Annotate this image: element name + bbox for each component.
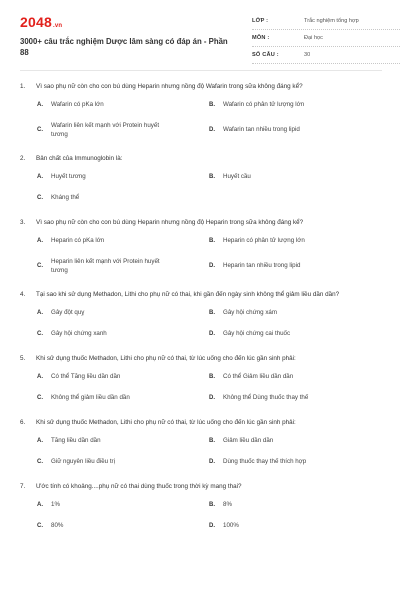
option-letter: A. bbox=[37, 502, 43, 509]
question-text: Bản chất của Immunoglobin là: bbox=[36, 155, 123, 162]
option-a[interactable] bbox=[37, 101, 209, 110]
question-text: Tại sao khi sử dụng Methadon, Lithi cho phụ nữ có thai, khi gần đến ngày sinh không thể giảm liều dần dần? bbox=[36, 291, 340, 298]
option-text: Dùng thuốc thay thế thích hợp bbox=[223, 458, 307, 466]
question-6 bbox=[20, 418, 382, 467]
question-number: 7. bbox=[20, 483, 26, 490]
question-number: 6. bbox=[20, 419, 26, 426]
option-c[interactable] bbox=[37, 330, 209, 339]
option-text: Gây đột quỵ bbox=[51, 309, 85, 317]
question-number: 2. bbox=[20, 155, 26, 162]
question-list bbox=[20, 82, 382, 531]
option-letter: A. bbox=[37, 374, 43, 381]
question-text: Vì sao phụ nữ còn cho con bú dùng Heparin nhưng nồng độ Wafarin trong sữa không đáng kể? bbox=[36, 83, 303, 90]
option-c[interactable] bbox=[37, 394, 209, 403]
option-a[interactable] bbox=[37, 237, 209, 246]
question-text: Khi sử dụng thuốc Methadon, Lithi cho phụ nữ có thai, từ lúc uống cho đến lúc gần sinh phải: bbox=[36, 355, 296, 362]
option-letter: C. bbox=[37, 395, 43, 402]
option-a[interactable] bbox=[37, 501, 209, 510]
option-letter: C. bbox=[37, 127, 43, 134]
option-b[interactable] bbox=[209, 437, 381, 446]
option-d[interactable] bbox=[209, 122, 381, 139]
option-letter: C. bbox=[37, 331, 43, 338]
option-text: Có thể Tăng liều dần dần bbox=[51, 373, 121, 381]
meta-key: SỐ CÂU : bbox=[252, 52, 279, 58]
option-text: Wafarin có pKa lớn bbox=[51, 101, 104, 109]
option-letter: D. bbox=[209, 395, 215, 402]
option-text: Huyết cầu bbox=[223, 173, 251, 181]
document-title: 3000+ câu trắc nghiệm Dược lâm sàng có đáp án - Phần 88 bbox=[20, 37, 228, 57]
meta-row-class bbox=[252, 16, 400, 30]
question-1 bbox=[20, 82, 382, 139]
option-letter: B. bbox=[209, 374, 215, 381]
option-c[interactable] bbox=[37, 258, 209, 275]
meta-row-subject bbox=[252, 33, 400, 47]
option-letter: B. bbox=[209, 174, 215, 181]
question-text: Ước tính có khoảng....phụ nữ có thai dùng thuốc trong thời kỳ mang thai? bbox=[36, 483, 242, 490]
option-text: Heparin có pKa lớn bbox=[51, 237, 105, 245]
option-text: Giữ nguyên liều điều trị bbox=[51, 458, 115, 466]
option-text: Kháng thể bbox=[51, 194, 80, 202]
option-c[interactable] bbox=[37, 522, 209, 531]
option-d[interactable] bbox=[209, 330, 381, 339]
question-number: 3. bbox=[20, 219, 26, 226]
site-logo[interactable] bbox=[20, 14, 62, 30]
question-2 bbox=[20, 154, 382, 203]
option-letter: C. bbox=[37, 195, 43, 202]
option-text: Gây hội chứng xám bbox=[223, 309, 278, 317]
option-b[interactable] bbox=[209, 501, 381, 510]
header-divider bbox=[20, 70, 382, 71]
option-d[interactable] bbox=[209, 458, 381, 467]
option-d[interactable] bbox=[209, 394, 381, 403]
question-text: Khi sử dụng thuốc Methadon, Lithi cho phụ nữ có thai, từ lúc uống cho đến lúc gần sinh phải: bbox=[36, 419, 296, 426]
question-5 bbox=[20, 354, 382, 403]
option-letter: A. bbox=[37, 238, 43, 245]
option-letter: B. bbox=[209, 438, 215, 445]
meta-value: Đại học bbox=[304, 35, 323, 41]
option-text: Wafarin liên kết mạnh với Protein huyết tương bbox=[51, 122, 160, 138]
option-a[interactable] bbox=[37, 173, 209, 182]
question-4 bbox=[20, 290, 382, 339]
option-letter: C. bbox=[37, 459, 43, 466]
option-letter: B. bbox=[209, 502, 215, 509]
option-letter: D. bbox=[209, 127, 215, 134]
option-letter: D. bbox=[209, 331, 215, 338]
option-text: Không thể giảm liều dần dần bbox=[51, 394, 130, 402]
question-number: 4. bbox=[20, 291, 26, 298]
option-text: Gây hội chứng xanh bbox=[51, 330, 107, 338]
question-3 bbox=[20, 218, 382, 275]
option-text: Wafarin tan nhiều trong lipid bbox=[223, 126, 300, 134]
option-letter: A. bbox=[37, 102, 43, 109]
option-text: Gây hội chứng cai thuốc bbox=[223, 330, 291, 338]
option-letter: D. bbox=[209, 459, 215, 466]
option-b[interactable] bbox=[209, 309, 381, 318]
option-text: Không thể Dùng thuốc thay thế bbox=[223, 394, 309, 402]
option-text: 1% bbox=[51, 501, 60, 509]
option-c[interactable] bbox=[37, 122, 209, 139]
option-c[interactable] bbox=[37, 194, 209, 203]
option-text: Heparin liên kết mạnh với Protein huyết tương bbox=[51, 258, 160, 274]
question-text: Vì sao phụ nữ còn cho con bú dùng Heparin nhưng nồng độ Heparin trong sữa không đáng kể? bbox=[36, 219, 304, 226]
logo-main: 2048 bbox=[20, 14, 52, 30]
option-text: Có thể Giảm liều dần dần bbox=[223, 373, 294, 381]
option-text: 80% bbox=[51, 522, 64, 530]
question-number: 1. bbox=[20, 83, 26, 90]
option-text: Huyết tương bbox=[51, 173, 86, 181]
option-letter: C. bbox=[37, 523, 43, 530]
option-letter: D. bbox=[209, 523, 215, 530]
option-text: 100% bbox=[223, 522, 239, 530]
option-letter: A. bbox=[37, 174, 43, 181]
option-a[interactable] bbox=[37, 309, 209, 318]
option-b[interactable] bbox=[209, 373, 381, 382]
meta-value: 30 bbox=[304, 52, 311, 58]
option-d[interactable] bbox=[209, 258, 381, 275]
option-text: 8% bbox=[223, 501, 232, 509]
option-a[interactable] bbox=[37, 437, 209, 446]
option-letter: B. bbox=[209, 238, 215, 245]
option-letter: C. bbox=[37, 263, 43, 270]
meta-row-count bbox=[252, 50, 400, 64]
option-b[interactable] bbox=[209, 237, 381, 246]
option-b[interactable] bbox=[209, 101, 381, 110]
option-d[interactable] bbox=[209, 522, 381, 531]
question-number: 5. bbox=[20, 355, 26, 362]
header bbox=[20, 14, 382, 64]
option-a[interactable] bbox=[37, 373, 209, 382]
question-7 bbox=[20, 482, 382, 531]
option-letter: A. bbox=[37, 438, 43, 445]
option-letter: B. bbox=[209, 102, 215, 109]
option-text: Heparin có phân tử lượng lớn bbox=[223, 237, 305, 245]
option-text: Heparin tan nhiều trong lipid bbox=[223, 262, 301, 270]
option-letter: A. bbox=[37, 310, 43, 317]
logo-suffix: .vn bbox=[52, 23, 63, 29]
option-text: Wafarin có phân tử lượng lớn bbox=[223, 101, 305, 109]
meta-info bbox=[252, 16, 400, 67]
option-letter: B. bbox=[209, 310, 215, 317]
option-b[interactable] bbox=[209, 173, 381, 182]
option-text: Giảm liều dần dần bbox=[223, 437, 274, 445]
option-c[interactable] bbox=[37, 458, 209, 467]
option-letter: D. bbox=[209, 263, 215, 270]
meta-value: Trắc nghiệm tổng hợp bbox=[304, 18, 359, 24]
meta-key: LỚP : bbox=[252, 18, 269, 24]
meta-key: MÔN : bbox=[252, 35, 270, 41]
option-text: Tăng liều dần dần bbox=[51, 437, 101, 445]
